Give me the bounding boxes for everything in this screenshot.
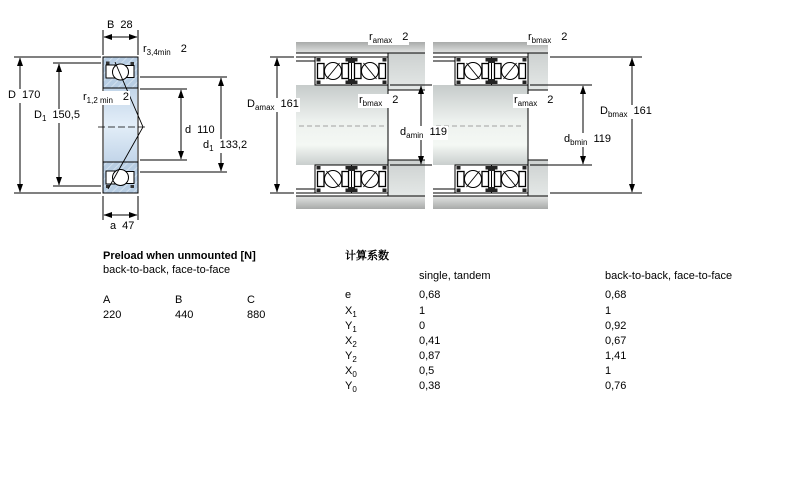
factors-col-single: single, tandem xyxy=(419,270,491,282)
factors-title: 计算系数 xyxy=(345,250,389,262)
factor-row-label: $X_1$ xyxy=(345,305,357,320)
dim-label-Dbmax: $D_{bmax}$ 161 xyxy=(600,105,652,120)
dim-label-Damax: $D_{amax}$ 161 xyxy=(247,98,299,113)
dim-label-r34min: $r_{3,4min}$ 2 xyxy=(143,43,187,58)
factor-row-btb: 0,92 xyxy=(605,320,627,332)
factor-row-btb: 0,67 xyxy=(605,335,627,347)
factor-row-single: 0,5 xyxy=(419,365,435,377)
factor-row-label: e xyxy=(345,289,352,301)
dim-label-r12min: $r_{1,2 min}$ 2 xyxy=(83,91,130,106)
factor-row-label: $X_2$ xyxy=(345,335,357,350)
factor-row-btb: 0,76 xyxy=(605,380,627,392)
factor-row-single: 1 xyxy=(419,305,426,317)
factor-row-btb: 1 xyxy=(605,365,612,377)
preload-value-A: 220 xyxy=(103,309,122,321)
factor-row-label: $X_0$ xyxy=(345,365,357,380)
dim-label-D: D 170 xyxy=(7,89,41,103)
factor-row-btb: 1 xyxy=(605,305,612,317)
dim-label-ramax-mid: $r_{amax}$ 2 xyxy=(514,94,554,109)
dim-label-rbmax-top: $r_{bmax}$ 2 xyxy=(528,31,568,46)
preload-subtitle: back-to-back, face-to-face xyxy=(103,264,231,276)
factor-row-label: $Y_0$ xyxy=(345,380,357,395)
factor-row-btb: 1,41 xyxy=(605,350,627,362)
dim-label-B: B 28 xyxy=(106,19,134,33)
dim-label-a: a 47 xyxy=(109,220,135,234)
preload-col-A: A xyxy=(103,294,111,306)
factors-col-btb: back-to-back, face-to-face xyxy=(605,270,733,282)
preload-value-B: 440 xyxy=(175,309,194,321)
dim-label-dbmin: $d_{bmin}$ 119 xyxy=(564,133,612,148)
dim-label-damin: $d_{amin}$ 119 xyxy=(400,126,448,141)
preload-col-C: C xyxy=(247,294,255,306)
preload-value-C: 880 xyxy=(247,309,266,321)
factor-row-single: 0,87 xyxy=(419,350,441,362)
preload-title: Preload when unmounted [N] xyxy=(103,250,256,262)
mounting-face-to-face xyxy=(433,42,642,209)
factor-row-btb: 0,68 xyxy=(605,289,627,301)
factor-row-single: 0,41 xyxy=(419,335,441,347)
dim-label-rbmax-mid: $r_{bmax}$ 2 xyxy=(359,94,399,109)
dim-label-d: d 110 xyxy=(184,124,216,138)
factor-row-label: $Y_1$ xyxy=(345,320,357,335)
factor-row-single: 0,68 xyxy=(419,289,441,301)
dim-label-d1: $d_1$ 133,2 xyxy=(203,139,248,154)
factor-row-single: 0 xyxy=(419,320,426,332)
factor-row-label: $Y_2$ xyxy=(345,350,357,365)
dim-label-ramax-top: $r_{amax}$ 2 xyxy=(369,31,409,46)
factor-row-single: 0,38 xyxy=(419,380,441,392)
dim-label-D1: $D_1$ 150,5 xyxy=(34,109,80,124)
preload-col-B: B xyxy=(175,294,183,306)
